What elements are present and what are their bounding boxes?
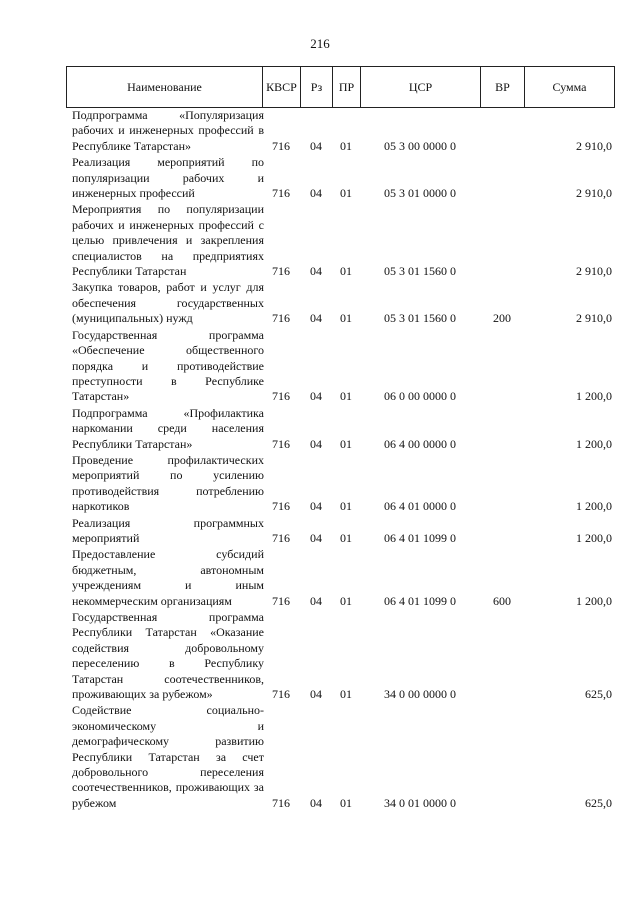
row-csr: 06 4 01 0000 0 [384, 499, 456, 514]
row-kvsr: 716 [272, 530, 290, 545]
row-csr: 05 3 01 0000 0 [384, 186, 456, 201]
row-name: Закупка товаров, работ и услуг для обеспечения государственных (муниципальных) нужд [72, 280, 264, 326]
row-rz: 04 [310, 530, 322, 545]
row-sum: 625,0 [585, 795, 612, 810]
row-name: Реализация программных мероприятий [72, 515, 264, 545]
row-kvsr: 716 [272, 264, 290, 279]
row-name: Реализация мероприятий по популяризации рабочих и инженерных профессий [72, 155, 264, 201]
row-sum: 2 910,0 [576, 138, 612, 153]
header-pr: ПР [333, 67, 361, 108]
row-csr: 05 3 00 0000 0 [384, 138, 456, 153]
row-kvsr: 716 [272, 389, 290, 404]
row-csr: 34 0 01 0000 0 [384, 795, 456, 810]
row-name: Предоставление субсидий бюджетным, автономным учреждениям и иным некоммерческим организациям [72, 547, 264, 608]
row-sum: 1 200,0 [576, 389, 612, 404]
row-kvsr: 716 [272, 311, 290, 326]
row-pr: 01 [340, 687, 352, 702]
row-vr: 600 [493, 593, 511, 608]
row-sum: 1 200,0 [576, 530, 612, 545]
header-csr: ЦСР [361, 67, 481, 108]
row-pr: 01 [340, 389, 352, 404]
header-name: Наименование [67, 67, 263, 108]
row-rz: 04 [310, 795, 322, 810]
row-kvsr: 716 [272, 436, 290, 451]
table-row [66, 406, 614, 452]
row-sum: 1 200,0 [576, 499, 612, 514]
header-vr: ВР [481, 67, 525, 108]
row-kvsr: 716 [272, 795, 290, 810]
row-csr: 05 3 01 1560 0 [384, 264, 456, 279]
row-sum: 2 910,0 [576, 311, 612, 326]
row-pr: 01 [340, 186, 352, 201]
table-row [66, 547, 614, 609]
row-kvsr: 716 [272, 593, 290, 608]
row-name: Подпрограмма «Популяризация рабочих и инженерных профессий в Республике Татарстан» [72, 108, 264, 153]
row-name: Мероприятия по популяризации рабочих и инженерных профессий с целью привлечения и закрепления специалистов на предприятиях Республики Татарстан [72, 202, 264, 279]
row-pr: 01 [340, 138, 352, 153]
row-sum: 2 910,0 [576, 264, 612, 279]
table-row [66, 328, 614, 405]
row-name: Содействие социально-экономическому и демографическому развитию Республики Татарстан за счет добровольного переселения соотечественников, проживающих за рубежом [72, 703, 264, 810]
row-sum: 1 200,0 [576, 593, 612, 608]
row-csr: 06 4 00 0000 0 [384, 436, 456, 451]
row-pr: 01 [340, 795, 352, 810]
row-pr: 01 [340, 530, 352, 545]
row-csr: 05 3 01 1560 0 [384, 311, 456, 326]
row-rz: 04 [310, 593, 322, 608]
row-rz: 04 [310, 389, 322, 404]
row-kvsr: 716 [272, 186, 290, 201]
row-pr: 01 [340, 499, 352, 514]
table-row [66, 108, 614, 154]
table-row [66, 703, 614, 811]
row-name: Государственная программа Республики Татарстан «Оказание содействия добровольному переселению в Республику Татарстан соотечественников, проживающих за рубежом» [72, 610, 264, 702]
table-header [66, 66, 615, 108]
row-pr: 01 [340, 436, 352, 451]
table-row [66, 516, 614, 547]
row-csr: 06 0 00 0000 0 [384, 389, 456, 404]
row-name: Проведение профилактических мероприятий по усилению противодействия потреблению наркотиков [72, 452, 264, 514]
row-rz: 04 [310, 687, 322, 702]
row-sum: 2 910,0 [576, 186, 612, 201]
table-body [66, 108, 614, 811]
row-kvsr: 716 [272, 687, 290, 702]
header-rz: Рз [301, 67, 333, 108]
row-vr: 200 [493, 311, 511, 326]
row-sum: 1 200,0 [576, 436, 612, 451]
row-kvsr: 716 [272, 138, 290, 153]
row-name: Государственная программа «Обеспечение общественного порядка и противодействие преступности в Республике Татарстан» [72, 327, 264, 404]
page-number: 216 [310, 36, 330, 51]
row-pr: 01 [340, 264, 352, 279]
header-kvsr: КВСР [263, 67, 301, 108]
row-rz: 04 [310, 264, 322, 279]
row-csr: 06 4 01 1099 0 [384, 530, 456, 545]
row-sum: 625,0 [585, 687, 612, 702]
row-pr: 01 [340, 593, 352, 608]
row-rz: 04 [310, 186, 322, 201]
row-csr: 06 4 01 1099 0 [384, 593, 456, 608]
row-rz: 04 [310, 138, 322, 153]
table-row [66, 155, 614, 201]
row-rz: 04 [310, 311, 322, 326]
table-row [66, 610, 614, 702]
row-rz: 04 [310, 499, 322, 514]
row-kvsr: 716 [272, 499, 290, 514]
row-rz: 04 [310, 436, 322, 451]
row-csr: 34 0 00 0000 0 [384, 687, 456, 702]
row-name: Подпрограмма «Профилактика наркомании среди населения Республики Татарстан» [72, 405, 264, 451]
table-row [66, 202, 614, 279]
table-row [66, 453, 614, 515]
row-pr: 01 [340, 311, 352, 326]
table-row [66, 280, 614, 326]
header-sum: Сумма [525, 67, 615, 108]
